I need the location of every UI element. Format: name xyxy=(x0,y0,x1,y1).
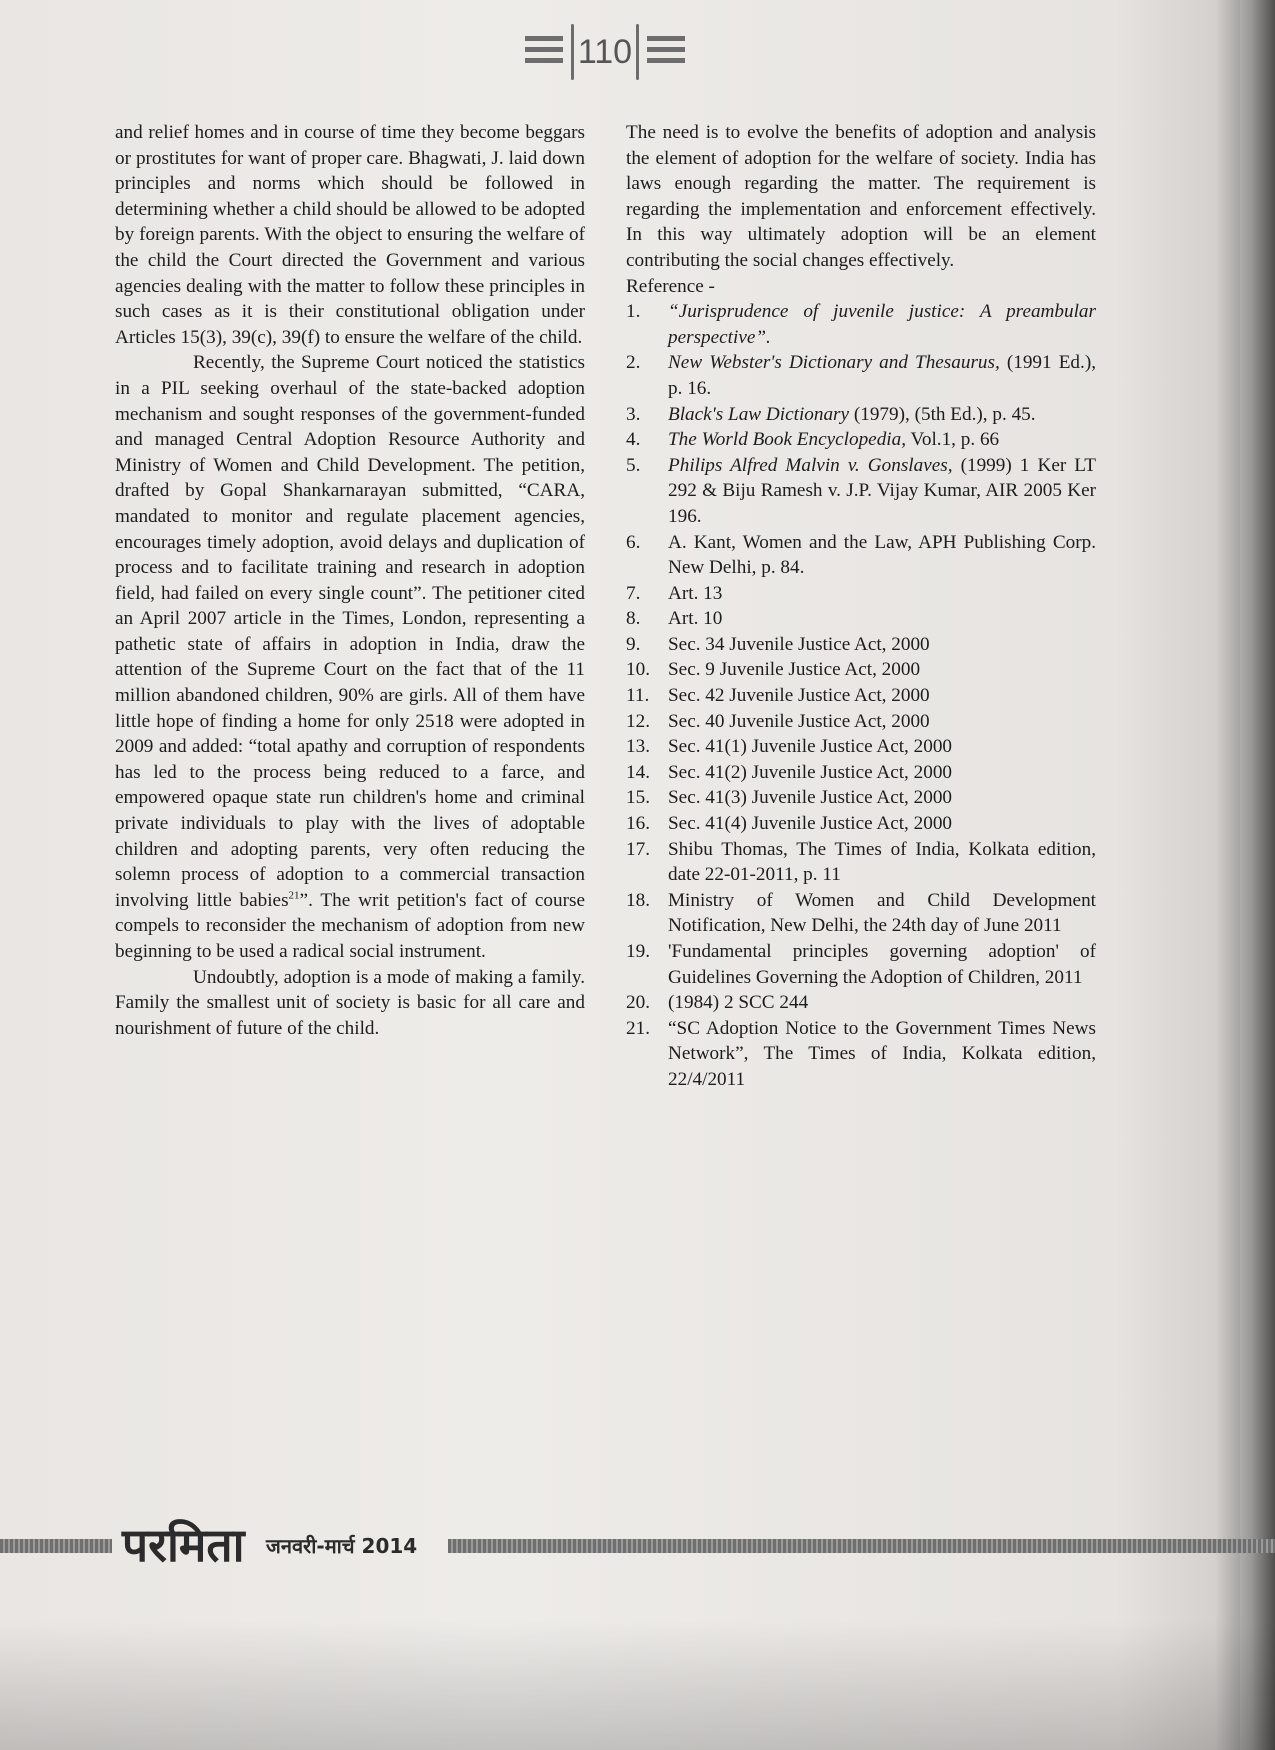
reference-text xyxy=(668,760,1096,786)
bottom-shade xyxy=(0,1620,1275,1750)
reference-text xyxy=(668,709,1096,735)
reference-text xyxy=(668,453,1096,530)
reference-text xyxy=(668,939,1096,990)
reference-title: Black's Law Dictionary xyxy=(668,403,850,425)
reference-detail: Sec. 9 Juvenile Justice Act, 2000 xyxy=(668,659,921,681)
reference-detail: (1984) 2 SCC 244 xyxy=(668,992,809,1014)
binding-shadow xyxy=(1215,0,1275,1750)
reference-text xyxy=(668,581,1096,607)
reference-text xyxy=(668,785,1096,811)
reference-item xyxy=(626,657,1096,683)
reference-text xyxy=(668,657,1096,683)
paragraph-text: ”. The writ petition's fact of course compels to reconsider the mechanism of adoption from new beginning to be used a radical social instrument. xyxy=(115,889,585,962)
reference-list xyxy=(626,299,1096,1092)
reference-text xyxy=(668,1016,1096,1093)
reference-number: 10. xyxy=(626,659,650,681)
reference-detail: Sec. 42 Juvenile Justice Act, 2000 xyxy=(668,685,930,707)
left-column xyxy=(115,120,585,1041)
reference-item xyxy=(626,683,1096,709)
reference-text xyxy=(668,350,1096,401)
reference-number: 15. xyxy=(626,787,650,809)
reference-detail: Sec. 34 Juvenile Justice Act, 2000 xyxy=(668,633,930,655)
reference-number: 21. xyxy=(626,1017,650,1039)
page-number: 110 xyxy=(567,24,643,80)
reference-text xyxy=(668,990,1096,1016)
journal-logo: परमिता xyxy=(122,1518,245,1572)
reference-item xyxy=(626,990,1096,1016)
reference-detail: Sec. 41(1) Juvenile Justice Act, 2000 xyxy=(668,736,953,758)
reference-detail: (1999) 1 Ker LT 292 & Biju Ramesh v. J.P. Vijay Kumar, AIR 2005 Ker 196. xyxy=(668,454,1096,527)
reference-heading: Reference - xyxy=(626,275,715,297)
reference-number: 17. xyxy=(626,838,650,860)
reference-number: 6. xyxy=(626,531,641,553)
reference-item xyxy=(626,530,1096,581)
reference-item xyxy=(626,709,1096,735)
reference-text xyxy=(668,402,1096,428)
reference-text xyxy=(668,427,1096,453)
reference-detail: “SC Adoption Notice to the Government Times News Network”, The Times of India, Kolkata edition, 22/4/2011 xyxy=(668,1017,1096,1090)
reference-item xyxy=(626,734,1096,760)
paragraph: and relief homes and in course of time they become beggars or prostitutes for want of proper care. Bhagwati, J. laid down principles and norms which should be followed in determining whether a child should be allowed to be adopted by foreign parents. With the object to ensuring the welfare of the child the Court directed the Government and various agencies dealing with the matter to follow these principles in such cases as it is their constitutional obligation under Articles 15(3), 39(c), 39(f) to ensure the welfare of the child. xyxy=(115,122,585,348)
reference-detail: Sec. 41(3) Juvenile Justice Act, 2000 xyxy=(668,787,953,809)
reference-number: 16. xyxy=(626,813,650,835)
reference-number: 4. xyxy=(626,429,641,451)
footer-band-right xyxy=(448,1539,1275,1553)
paragraph xyxy=(115,350,585,964)
reference-detail: (1979), (5th Ed.), p. 45. xyxy=(849,403,1036,425)
reference-detail: Ministry of Women and Child Development Notification, New Delhi, the 24th day of June 2011 xyxy=(668,889,1096,937)
reference-item xyxy=(626,939,1096,990)
issue-date: जनवरी-मार्च 2014 xyxy=(266,1534,418,1558)
reference-number: 3. xyxy=(626,403,641,425)
reference-text xyxy=(668,299,1096,350)
reference-item xyxy=(626,299,1096,350)
reference-item xyxy=(626,811,1096,837)
reference-detail: A. Kant, Women and the Law, APH Publishing Corp. New Delhi, p. 84. xyxy=(668,531,1096,579)
reference-text xyxy=(668,888,1096,939)
ornament-right xyxy=(647,36,685,64)
reference-number: 1. xyxy=(626,301,641,323)
reference-detail: Sec. 41(2) Juvenile Justice Act, 2000 xyxy=(668,761,953,783)
reference-title: The World Book Encyclopedia, xyxy=(668,429,907,451)
paragraph: The need is to evolve the benefits of adoption and analysis the element of adoption for the welfare of society. India has laws enough regarding the matter. The requirement is regarding the implementation and enforcement effectively. In this way ultimately adoption will be an element contributing the social changes effectively. xyxy=(626,122,1096,271)
reference-detail: (1991 Ed.), p. 16. xyxy=(668,352,1096,399)
reference-detail: Sec. 40 Juvenile Justice Act, 2000 xyxy=(668,710,930,732)
reference-item xyxy=(626,402,1096,428)
reference-item xyxy=(626,837,1096,888)
reference-number: 12. xyxy=(626,710,650,732)
reference-text xyxy=(668,734,1096,760)
footnote-marker: 21 xyxy=(288,889,300,902)
reference-number: 18. xyxy=(626,889,650,911)
reference-title: New Webster's Dictionary and Thesaurus, xyxy=(668,352,1000,374)
reference-detail: Shibu Thomas, The Times of India, Kolkata edition, date 22-01-2011, p. 11 xyxy=(668,838,1096,886)
reference-detail: Vol.1, p. 66 xyxy=(906,429,1000,451)
right-column xyxy=(626,120,1096,1093)
reference-title: Philips Alfred Malvin v. Gonslaves, xyxy=(668,454,953,476)
reference-item xyxy=(626,1016,1096,1093)
reference-detail: Art. 10 xyxy=(668,608,723,630)
reference-text xyxy=(668,811,1096,837)
reference-number: 2. xyxy=(626,352,641,374)
reference-item xyxy=(626,350,1096,401)
reference-item xyxy=(626,606,1096,632)
reference-item xyxy=(626,427,1096,453)
reference-detail: Art. 13 xyxy=(668,582,723,604)
reference-title: “Jurisprudence of juvenile justice: A preambular perspective”. xyxy=(668,301,1096,348)
reference-text xyxy=(668,837,1096,888)
reference-number: 13. xyxy=(626,736,650,758)
reference-item xyxy=(626,581,1096,607)
reference-number: 5. xyxy=(626,454,641,476)
reference-item xyxy=(626,453,1096,530)
page-number-header xyxy=(525,22,685,82)
reference-text xyxy=(668,530,1096,581)
reference-item xyxy=(626,632,1096,658)
ornament-left xyxy=(525,36,563,64)
reference-number: 19. xyxy=(626,941,650,962)
reference-text xyxy=(668,683,1096,709)
reference-number: 8. xyxy=(626,608,641,630)
reference-detail: Sec. 41(4) Juvenile Justice Act, 2000 xyxy=(668,813,953,835)
reference-number: 9. xyxy=(626,633,641,655)
reference-number: 7. xyxy=(626,582,641,604)
footer-band-left xyxy=(0,1539,112,1553)
paragraph: Undoubtly, adoption is a mode of making a family. Family the smallest unit of society is basic for all care and nourishment of future of the child. xyxy=(115,966,585,1039)
footer xyxy=(0,1515,1275,1575)
reference-item xyxy=(626,888,1096,939)
reference-detail: 'Fundamental principles governing adoption' of Guidelines Governing the Adoption of Children, 2011 xyxy=(668,941,1096,988)
reference-text xyxy=(668,606,1096,632)
reference-text xyxy=(668,632,1096,658)
reference-item xyxy=(626,785,1096,811)
reference-number: 14. xyxy=(626,761,650,783)
paragraph-text: Recently, the Supreme Court noticed the statistics in a PIL seeking overhaul of the state-backed adoption mechanism and sought responses of the government-funded and managed Central Adoption Resource Authority and Ministry of Women and Child Development. The petition, drafted by Gopal Shankarnarayan submitted, “CARA, mandated to monitor and regulate placement agencies, encourages timely adoption, avoid delays and duplication of process and to facilitate training and research in adoption field, had failed on every single count”. The petitioner cited an April 2007 article in the Times, London, representing a pathetic state of affairs in adoption in India, draw the attention of the Supreme Court on the fact that of the 11 million abandoned children, 90% are girls. All of them have little hope of finding a home for only 2518 were adopted in 2009 and added: “total apathy and corruption of respondents has led to the process being reduced to a farce, and empowered opaque state run children's home and criminal private individuals to play with the lives of adoptable children and adopting parents, very often reducing the solemn process of adoption to a commercial transaction involving little babies xyxy=(115,352,585,911)
reference-number: 20. xyxy=(626,992,650,1014)
reference-item xyxy=(626,760,1096,786)
reference-number: 11. xyxy=(626,685,650,707)
